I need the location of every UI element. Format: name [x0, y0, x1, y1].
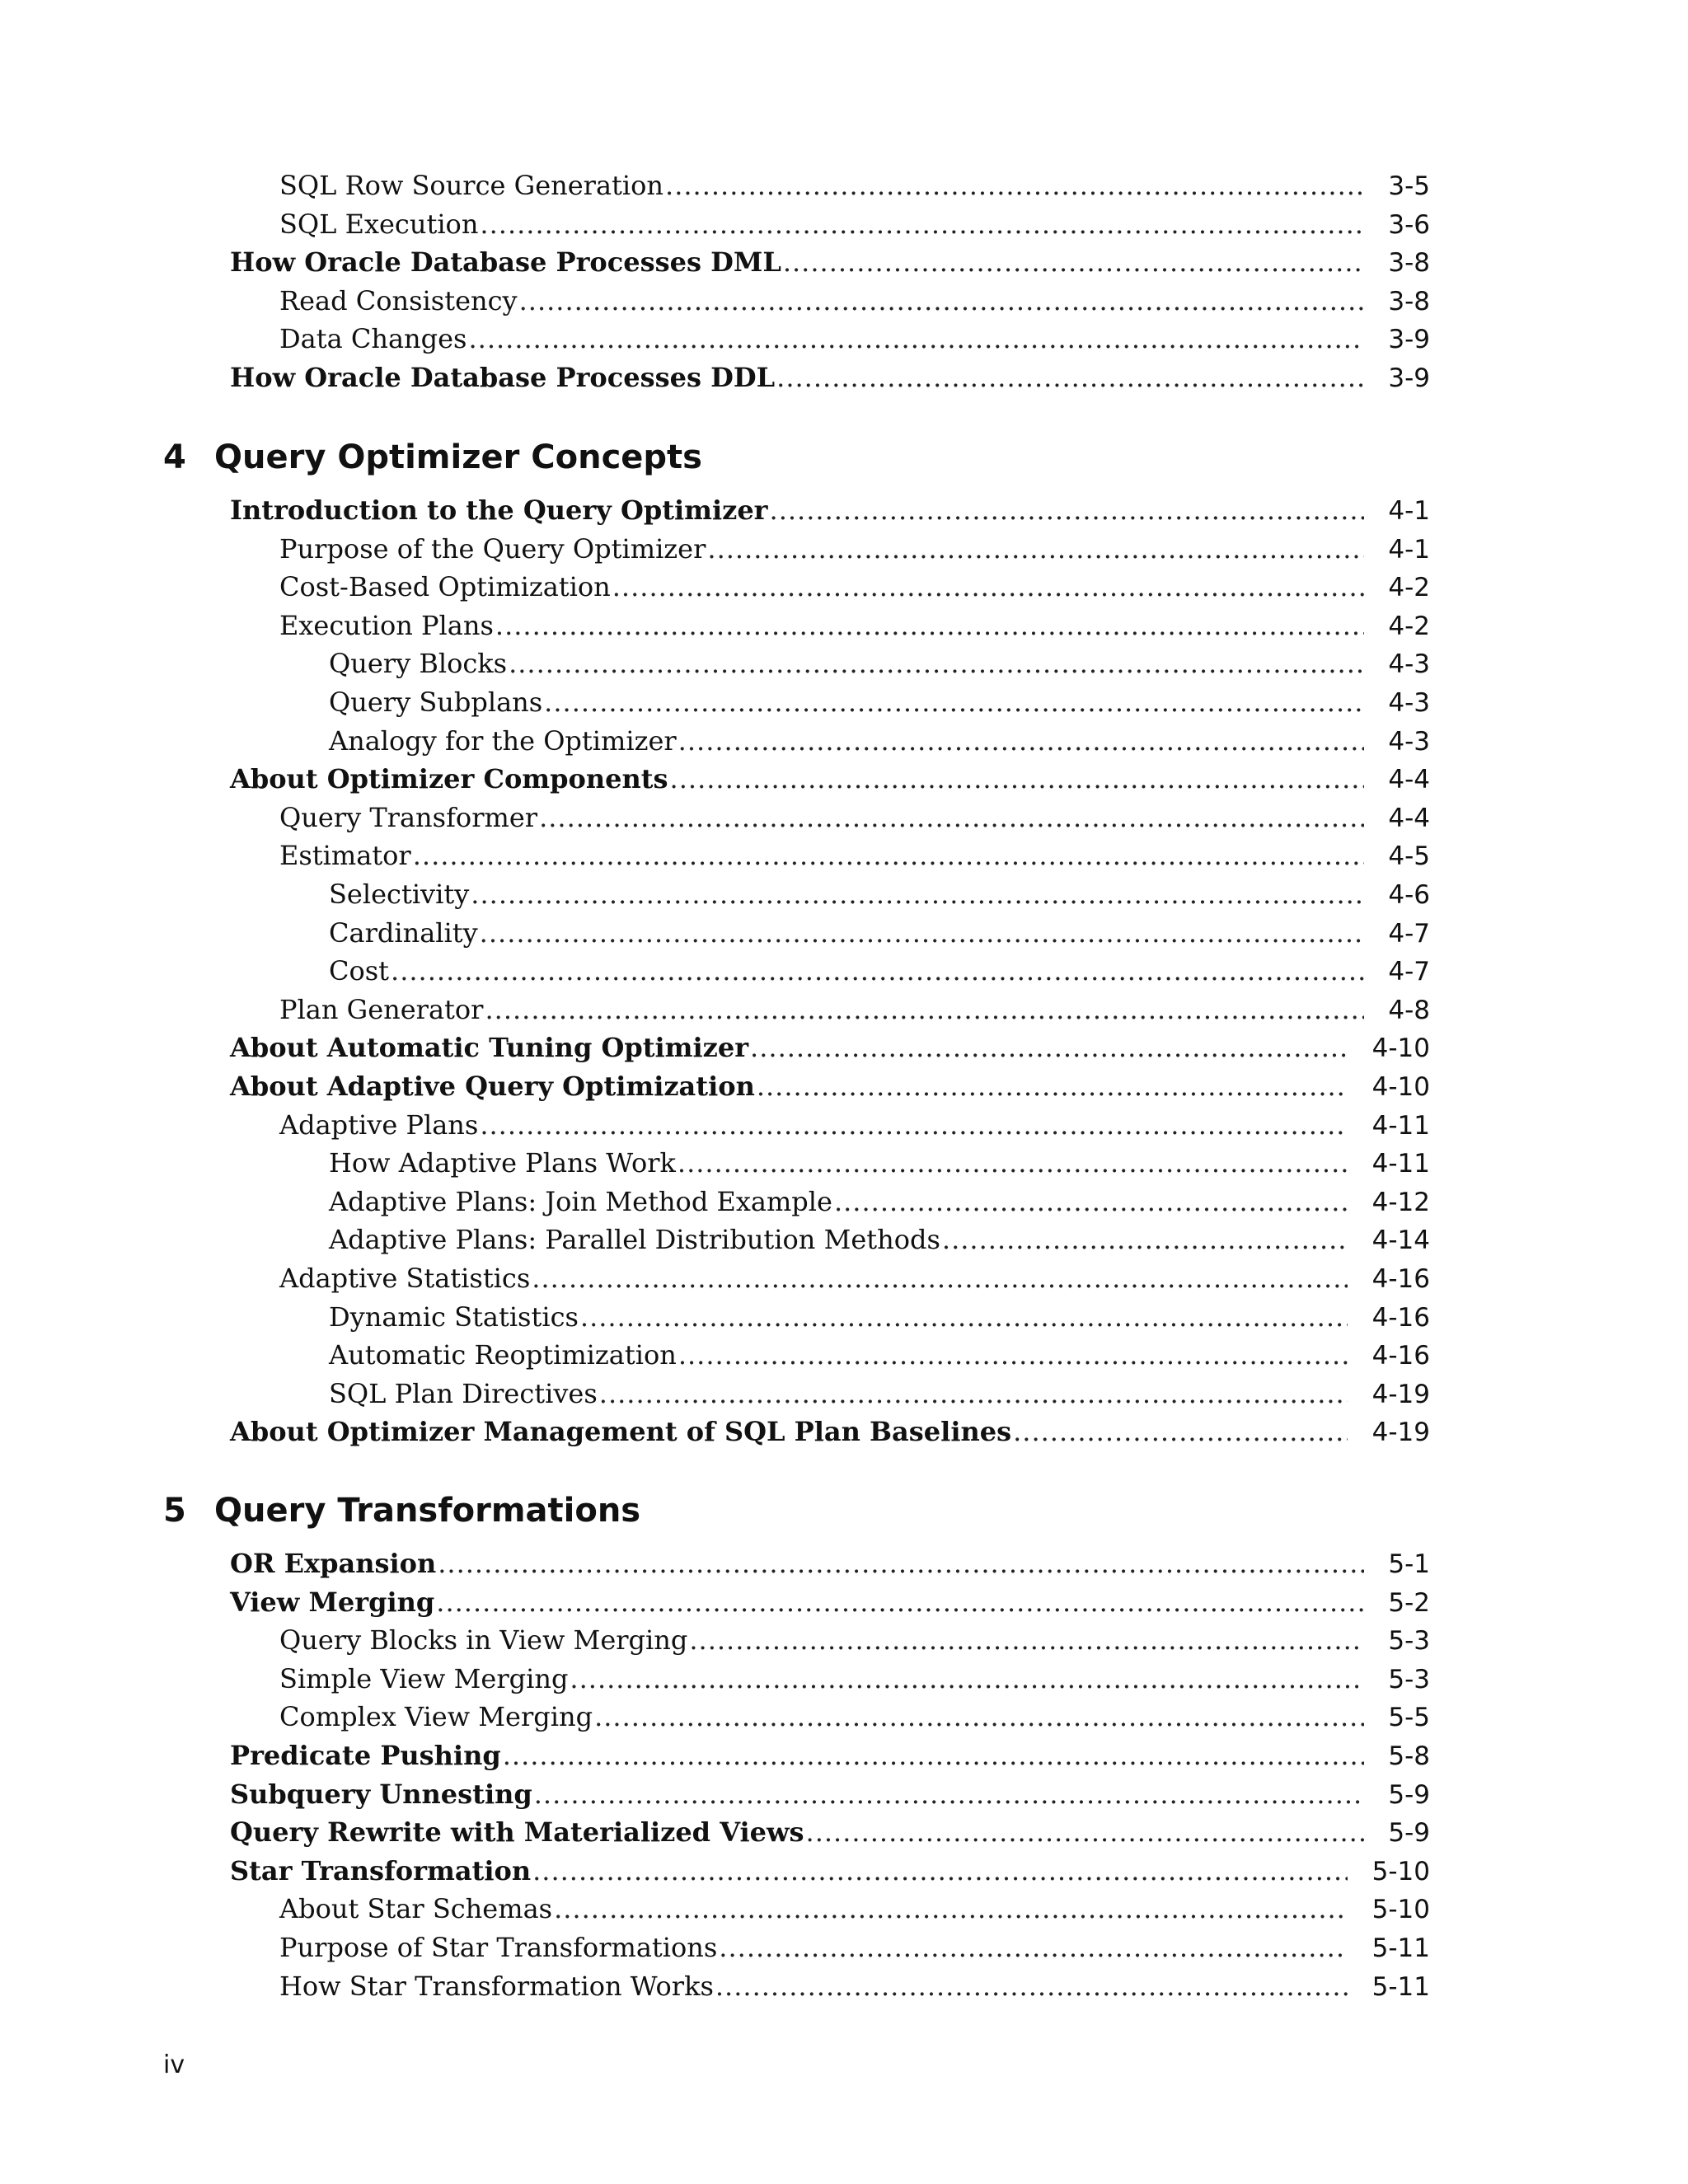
toc-entry-page-number: 5-10 — [1372, 1895, 1430, 1925]
toc-entry-page-number: 4-11 — [1372, 1110, 1430, 1141]
toc-entry-title: Adaptive Plans: Parallel Distribution Methods — [329, 1224, 940, 1256]
dot-leader — [599, 1378, 1348, 1409]
toc-entry-title: Query Transformer — [279, 801, 538, 833]
toc-entry[interactable] — [230, 1740, 1430, 1778]
toc-entry[interactable] — [279, 1971, 1430, 2008]
toc-entry[interactable] — [279, 1893, 1430, 1931]
dot-leader — [580, 1301, 1348, 1333]
toc-entry[interactable] — [329, 687, 1430, 724]
toc-entry-title: Query Blocks — [329, 648, 508, 680]
toc-entry[interactable] — [329, 1147, 1430, 1185]
toc-entry-title: Star Transformation — [230, 1854, 532, 1886]
toc-entry[interactable] — [230, 1816, 1430, 1854]
toc-entry-title: Analogy for the Optimizer — [329, 724, 677, 757]
toc-entry-page-number: 4-12 — [1372, 1187, 1430, 1217]
toc-entry[interactable] — [230, 246, 1430, 284]
toc-entry-page-number: 4-16 — [1372, 1302, 1430, 1333]
toc-entry-title: SQL Execution — [279, 208, 479, 240]
toc-entry[interactable] — [230, 1548, 1430, 1586]
toc-entry-title: Query Blocks in View Merging — [279, 1624, 688, 1657]
toc-entry-title: About Optimizer Components — [230, 763, 668, 795]
chapter-number: 5 — [163, 1492, 186, 1530]
toc-entry-title: About Star Schemas — [279, 1893, 553, 1925]
toc-entry-page-number: 5-5 — [1388, 1703, 1430, 1733]
toc-entry-title: Adaptive Statistics — [279, 1263, 531, 1294]
toc-entry[interactable] — [329, 955, 1430, 993]
toc-entry[interactable] — [279, 170, 1430, 208]
toc-entry[interactable] — [279, 1932, 1430, 1970]
toc-entry[interactable] — [329, 725, 1430, 763]
toc-entry-title: Subquery Unnesting — [230, 1778, 532, 1810]
dot-leader — [413, 840, 1364, 871]
toc-entry-title: SQL Plan Directives — [329, 1377, 598, 1409]
toc-entry-title: Simple View Merging — [279, 1662, 569, 1694]
dot-leader — [480, 209, 1364, 240]
toc-entry-title: Automatic Reoptimization — [329, 1339, 677, 1371]
toc-entry-page-number: 3-5 — [1388, 171, 1430, 201]
toc-entry-title: About Automatic Tuning Optimizer — [230, 1032, 749, 1064]
dot-leader — [532, 1263, 1348, 1294]
toc-entry[interactable] — [329, 1378, 1430, 1416]
dot-leader — [612, 571, 1364, 602]
toc-entry-title: Selectivity — [329, 879, 470, 910]
toc-entry-title: How Oracle Database Processes DDL — [230, 362, 776, 393]
toc-entry[interactable] — [279, 285, 1430, 323]
dot-leader — [770, 494, 1364, 526]
toc-entry[interactable] — [279, 209, 1430, 246]
dot-leader — [715, 1971, 1348, 2002]
dot-leader — [678, 1339, 1348, 1371]
toc-entry[interactable] — [329, 648, 1430, 686]
chapter-number: 4 — [163, 438, 186, 476]
toc-entry-title: How Adaptive Plans Work — [329, 1147, 676, 1179]
toc-entry-title: Complex View Merging — [279, 1701, 593, 1733]
toc-entry-page-number: 4-10 — [1372, 1072, 1430, 1102]
toc-entry-title: Estimator — [279, 840, 411, 872]
toc-entry-title: About Adaptive Query Optimization — [230, 1071, 755, 1102]
toc-entry[interactable] — [329, 1224, 1430, 1262]
dot-leader — [776, 362, 1364, 393]
toc-entry-page-number: 4-4 — [1388, 803, 1430, 833]
toc-entry-page-number: 4-3 — [1388, 726, 1430, 757]
toc-entry-page-number: 5-8 — [1388, 1741, 1430, 1771]
toc-entry[interactable] — [329, 1301, 1430, 1339]
toc-entry-title: OR Expansion — [230, 1548, 437, 1579]
dot-leader — [707, 533, 1364, 565]
toc-entry[interactable] — [279, 802, 1430, 840]
toc-entry[interactable] — [230, 362, 1430, 400]
toc-entry-page-number: 4-2 — [1388, 573, 1430, 603]
dot-leader — [539, 802, 1364, 833]
toc-entry[interactable] — [329, 879, 1430, 916]
toc-entry[interactable] — [230, 494, 1430, 532]
toc-entry[interactable] — [279, 1701, 1430, 1739]
toc-entry-title: Adaptive Plans — [279, 1108, 479, 1141]
dot-leader — [485, 994, 1364, 1025]
toc-entry[interactable] — [230, 763, 1430, 801]
dot-leader — [468, 323, 1364, 354]
toc-entry-title: Cardinality — [329, 916, 478, 949]
toc-entry[interactable] — [279, 533, 1430, 571]
toc-entry-title: How Oracle Database Processes DML — [230, 246, 781, 279]
toc-entry[interactable] — [279, 1663, 1430, 1701]
toc-entry-page-number: 3-9 — [1388, 325, 1430, 355]
toc-entry-page-number: 5-9 — [1388, 1818, 1430, 1849]
toc-entry-page-number: 5-11 — [1372, 1933, 1430, 1963]
toc-entry[interactable] — [279, 1109, 1430, 1147]
dot-leader — [757, 1071, 1348, 1102]
toc-entry[interactable] — [279, 994, 1430, 1032]
toc-entry-title: Query Subplans — [329, 687, 543, 718]
toc-entry[interactable] — [230, 1032, 1430, 1070]
dot-leader — [942, 1224, 1348, 1255]
toc-entry-page-number: 5-1 — [1388, 1549, 1430, 1579]
dot-leader — [471, 879, 1364, 910]
toc-entry-title: About Optimizer Management of SQL Plan Baselines — [230, 1416, 1012, 1448]
dot-leader — [519, 285, 1364, 316]
dot-leader — [391, 955, 1364, 987]
toc-entry-page-number: 4-19 — [1372, 1379, 1430, 1409]
chapter-title: Query Transformations — [214, 1492, 641, 1530]
toc-entry-title: SQL Row Source Generation — [279, 170, 664, 201]
toc-entry-page-number: 4-2 — [1388, 611, 1430, 641]
dot-leader — [436, 1586, 1364, 1618]
toc-entry-title: Predicate Pushing — [230, 1740, 501, 1771]
toc-entry-page-number: 4-14 — [1372, 1226, 1430, 1256]
toc-entry-page-number: 5-3 — [1388, 1664, 1430, 1694]
toc-entry-page-number: 5-2 — [1388, 1587, 1430, 1618]
dot-leader — [544, 687, 1364, 718]
toc-entry-page-number: 4-11 — [1372, 1149, 1430, 1179]
toc-entry-page-number: 5-10 — [1372, 1856, 1430, 1886]
toc-entry-page-number: 4-1 — [1388, 534, 1430, 565]
dot-leader — [594, 1701, 1364, 1732]
toc-entry-title: Query Rewrite with Materialized Views — [230, 1816, 804, 1849]
dot-leader — [480, 917, 1364, 949]
toc-entry-page-number: 4-1 — [1388, 496, 1430, 526]
toc-entry-page-number: 4-6 — [1388, 880, 1430, 910]
toc-entry-page-number: 5-9 — [1388, 1779, 1430, 1810]
toc-entry-page-number: 4-5 — [1388, 841, 1430, 872]
dot-leader — [678, 725, 1364, 757]
toc-entry[interactable] — [230, 1855, 1430, 1893]
toc-entry-page-number: 4-7 — [1388, 957, 1430, 987]
toc-entry-page-number: 5-3 — [1388, 1626, 1430, 1657]
toc-entry-title: How Star Transformation Works — [279, 1970, 714, 2002]
toc-entry[interactable] — [329, 1186, 1430, 1224]
dot-leader — [495, 610, 1364, 641]
dot-leader — [503, 1740, 1364, 1771]
toc-entry-page-number: 4-19 — [1372, 1418, 1430, 1448]
toc-entry[interactable] — [230, 1071, 1430, 1108]
toc-entry-page-number: 4-8 — [1388, 995, 1430, 1025]
dot-leader — [834, 1186, 1348, 1217]
dot-leader — [678, 1147, 1348, 1179]
toc-entry[interactable] — [279, 323, 1430, 361]
page-folio: iv — [163, 2050, 185, 2079]
toc-entry-page-number: 5-11 — [1372, 1971, 1430, 2002]
dot-leader — [509, 648, 1364, 679]
toc-entry[interactable] — [279, 571, 1430, 609]
toc-entry[interactable] — [279, 1624, 1430, 1662]
toc-entry-page-number: 3-8 — [1388, 248, 1430, 279]
toc-entry-title: Plan Generator — [279, 993, 484, 1025]
dot-leader — [570, 1663, 1364, 1694]
toc-entry-page-number: 4-3 — [1388, 649, 1430, 680]
dot-leader — [719, 1932, 1348, 1963]
dot-leader — [783, 246, 1364, 278]
toc-entry[interactable] — [279, 1263, 1430, 1301]
chapter-heading[interactable] — [163, 438, 702, 488]
dot-leader — [665, 170, 1364, 201]
toc-entry-page-number: 4-16 — [1372, 1341, 1430, 1371]
toc-entry-page-number: 3-8 — [1388, 286, 1430, 316]
toc-entry-page-number: 4-16 — [1372, 1264, 1430, 1294]
toc-entry-page-number: 4-4 — [1388, 765, 1430, 795]
dot-leader — [534, 1779, 1364, 1810]
toc-entry[interactable] — [329, 1339, 1430, 1377]
toc-entry-page-number: 4-7 — [1388, 918, 1430, 949]
toc-entry-title: Introduction to the Query Optimizer — [230, 494, 768, 526]
dot-leader — [806, 1816, 1364, 1848]
toc-entry-title: Purpose of the Query Optimizer — [279, 532, 706, 565]
chapter-heading[interactable] — [163, 1492, 640, 1541]
dot-leader — [1013, 1416, 1348, 1447]
chapter-title: Query Optimizer Concepts — [214, 438, 702, 476]
dot-leader — [670, 763, 1364, 794]
dot-leader — [554, 1893, 1348, 1924]
toc-entry-title: Purpose of Star Transformations — [279, 1932, 718, 1963]
toc-entry-page-number: 3-9 — [1388, 363, 1430, 393]
toc-entry-title: Cost — [329, 955, 390, 987]
toc-entry-page-number: 3-6 — [1388, 209, 1430, 240]
dot-leader — [438, 1548, 1364, 1579]
toc-entry[interactable] — [279, 610, 1430, 648]
toc-entry-title: Execution Plans — [279, 609, 494, 641]
toc-entry-title: Data Changes — [279, 323, 467, 355]
toc-entry-page-number: 4-3 — [1388, 688, 1430, 718]
toc-entry[interactable] — [230, 1779, 1430, 1816]
toc-entry-title: View Merging — [230, 1586, 435, 1618]
dot-leader — [480, 1109, 1348, 1141]
toc-entry-title: Adaptive Plans: Join Method Example — [329, 1185, 832, 1217]
toc-entry[interactable] — [329, 917, 1430, 955]
toc-entry-title: Read Consistency — [279, 284, 518, 316]
dot-leader — [689, 1624, 1364, 1656]
toc-entry[interactable] — [230, 1416, 1430, 1454]
dot-leader — [750, 1032, 1348, 1063]
toc-entry-title: Dynamic Statistics — [329, 1301, 579, 1333]
toc-entry[interactable] — [279, 840, 1430, 878]
dot-leader — [532, 1855, 1348, 1886]
toc-entry[interactable] — [230, 1586, 1430, 1624]
toc-entry-page-number: 4-10 — [1372, 1033, 1430, 1064]
toc-entry-title: Cost-Based Optimization — [279, 571, 611, 603]
